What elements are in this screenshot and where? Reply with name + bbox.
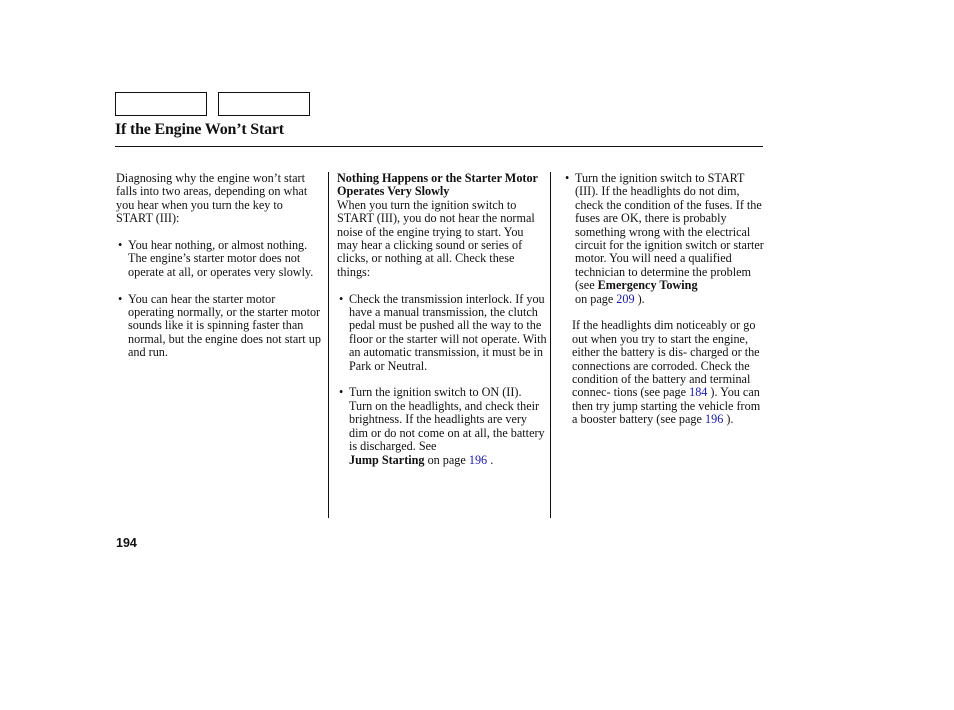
title-rule	[115, 146, 763, 147]
column-divider-1	[328, 172, 329, 518]
bullet-transmission-interlock: • Check the transmission interlock. If you have a manual transmission, the clutch pedal must be pushed all the way to the floor or the starter will not operate. With an automatic transmission, it must be in Park or Neutral.	[337, 293, 547, 373]
column-2	[337, 172, 547, 467]
bullet-text: Turn the ignition switch to START (III). If the headlights do not dim, check the condition of the fuses. If the fuses are OK, there is probably something wrong with the electrical circuit for the ignition switch or starter motor. You will need a qualified technician to determine the problem (see	[575, 171, 764, 293]
bullet-hear-starter: • You can hear the starter motor operating normally, or the starter motor sounds like it is spinning faster than normal, but the engine does not start up and run.	[116, 293, 321, 360]
ref-end: .	[487, 452, 494, 467]
ref-text: on page	[424, 452, 469, 467]
page-number: 194	[116, 536, 137, 550]
page-title: If the Engine Won’t Start	[115, 121, 284, 138]
nav-box-left[interactable]	[115, 92, 207, 116]
bullet-ignition-start	[563, 172, 768, 306]
para-text-1: If the headlights dim noticeably or go out when you try to start the engine, either the battery is dis- charged or the connections are corroded. Check the condition of the battery and terminal connec- tions (see page	[572, 318, 760, 400]
page-link-196[interactable]: 196	[468, 452, 488, 467]
page-link-196-b[interactable]: 196	[705, 412, 724, 427]
page-link-184[interactable]: 184	[689, 385, 708, 400]
jump-starting-ref: Jump Starting	[349, 452, 425, 467]
column-1	[116, 172, 321, 360]
intro-paragraph: Diagnosing why the engine won’t start falls into two areas, depending on what you hear when you turn the key to START (III):	[116, 171, 308, 226]
column-3	[563, 172, 768, 427]
headlights-dim-paragraph	[563, 319, 768, 426]
bullet-hear-nothing: • You hear nothing, or almost nothing. The engine’s starter motor does not operate at all, or operates very slowly.	[116, 239, 321, 279]
page-link-209[interactable]: 209	[616, 291, 635, 306]
section-heading: Nothing Happens or the Starter Motor Operates Very Slowly	[337, 171, 538, 199]
ref-end: ).	[634, 291, 645, 306]
para-end: ).	[723, 412, 734, 427]
emergency-towing-ref: Emergency Towing	[597, 278, 698, 293]
ref-text: on page	[575, 291, 617, 306]
column-divider-2	[550, 172, 551, 518]
para-text-2: ). You can then try jump starting the vehicle from a booster battery (see page	[572, 385, 761, 427]
section-intro: When you turn the ignition switch to START (III), you do not hear the normal noise of the engine trying to start. You may hear a clicking sound or series of clicks, or nothing at all. Check these things:	[337, 197, 535, 279]
nav-box-right[interactable]	[218, 92, 310, 116]
bullet-text: Turn the ignition switch to ON (II). Turn on the headlights, and check their brightness. If the headlights are very dim or do not come on at all, the battery is discharged. See	[349, 385, 545, 454]
bullet-check-headlights	[337, 386, 547, 466]
